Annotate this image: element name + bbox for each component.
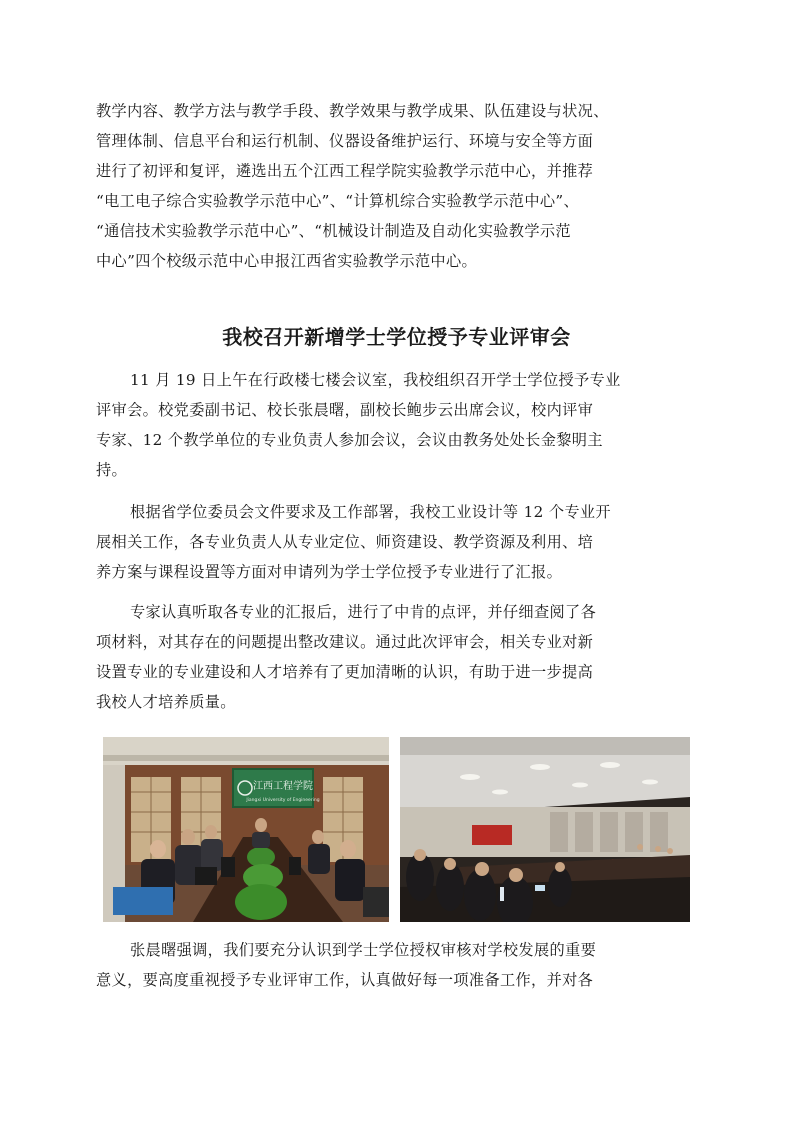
red-screen (472, 825, 512, 845)
text-line: 管理体制、信息平台和运行机制、仪器设备维护运行、环境与安全等方面 (96, 132, 594, 150)
text-line: 设置专业的专业建设和人才培养有了更加清晰的认识，有助于进一步提高 (96, 663, 594, 681)
text-line: 我校人才培养质量。 (96, 693, 236, 711)
text-line: 教学内容、教学方法与教学手段、教学效果与教学成果、队伍建设与状况、 (96, 102, 609, 120)
sign-subtext: Jiangxi University of Engineering (246, 798, 320, 803)
text-line: “电工电子综合实验教学示范中心”、“计算机综合实验教学示范中心”、 (96, 192, 580, 210)
meeting-photo-left (103, 737, 389, 922)
text-line: 项材料，对其存在的问题提出整改建议。通过此次评审会，相关专业对新 (96, 633, 594, 651)
text-line: 专家认真听取各专业的汇报后，进行了中肯的点评，并仔细查阅了各 (130, 603, 597, 621)
text-line: 根据省学位委员会文件要求及工作部署，我校工业设计等 12 个专业开 (130, 503, 611, 521)
sign-text: 江西工程学院 (253, 781, 313, 792)
meeting-photo-left-image (103, 737, 389, 922)
article-title: 我校召开新增学士学位授予专业评审会 (222, 325, 571, 349)
text-line: 中心”四个校级示范中心申报江西省实验教学示范中心。 (96, 252, 478, 270)
text-line: 评审会。校党委副书记、校长张晨曙，副校长鲍步云出席会议，校内评审 (96, 401, 594, 419)
paragraph-2 (96, 497, 700, 587)
text-line: “通信技术实验教学示范中心”、“机械设计制造及自动化实验教学示范 (96, 222, 571, 240)
text-line: 进行了初评和复评，遴选出五个江西工程学院实验教学示范中心，并推荐 (96, 162, 594, 180)
paragraph-1 (96, 365, 700, 485)
meeting-photo-right (400, 737, 690, 922)
text-line: 专家、12 个教学单位的专业负责人参加会议，会议由教务处处长金黎明主 (96, 431, 603, 449)
text-line: 展相关工作，各专业负责人从专业定位、师资建设、教学资源及利用、培 (96, 533, 594, 551)
paragraph-4 (96, 935, 700, 995)
text-line: 意义，要高度重视授予专业评审工作，认真做好每一项准备工作，并对各 (96, 971, 594, 989)
text-line: 养方案与课程设置等方面对申请列为学士学位授予专业进行了汇报。 (96, 563, 563, 581)
intro-paragraph (96, 96, 700, 276)
text-line: 张晨曙强调，我们要充分认识到学士学位授权审核对学校发展的重要 (130, 941, 597, 959)
paragraph-3 (96, 597, 700, 717)
meeting-photo-right-image (400, 737, 690, 922)
text-line: 11 月 19 日上午在行政楼七楼会议室，我校组织召开学士学位授予专业 (130, 371, 621, 389)
text-line: 持。 (96, 461, 128, 479)
